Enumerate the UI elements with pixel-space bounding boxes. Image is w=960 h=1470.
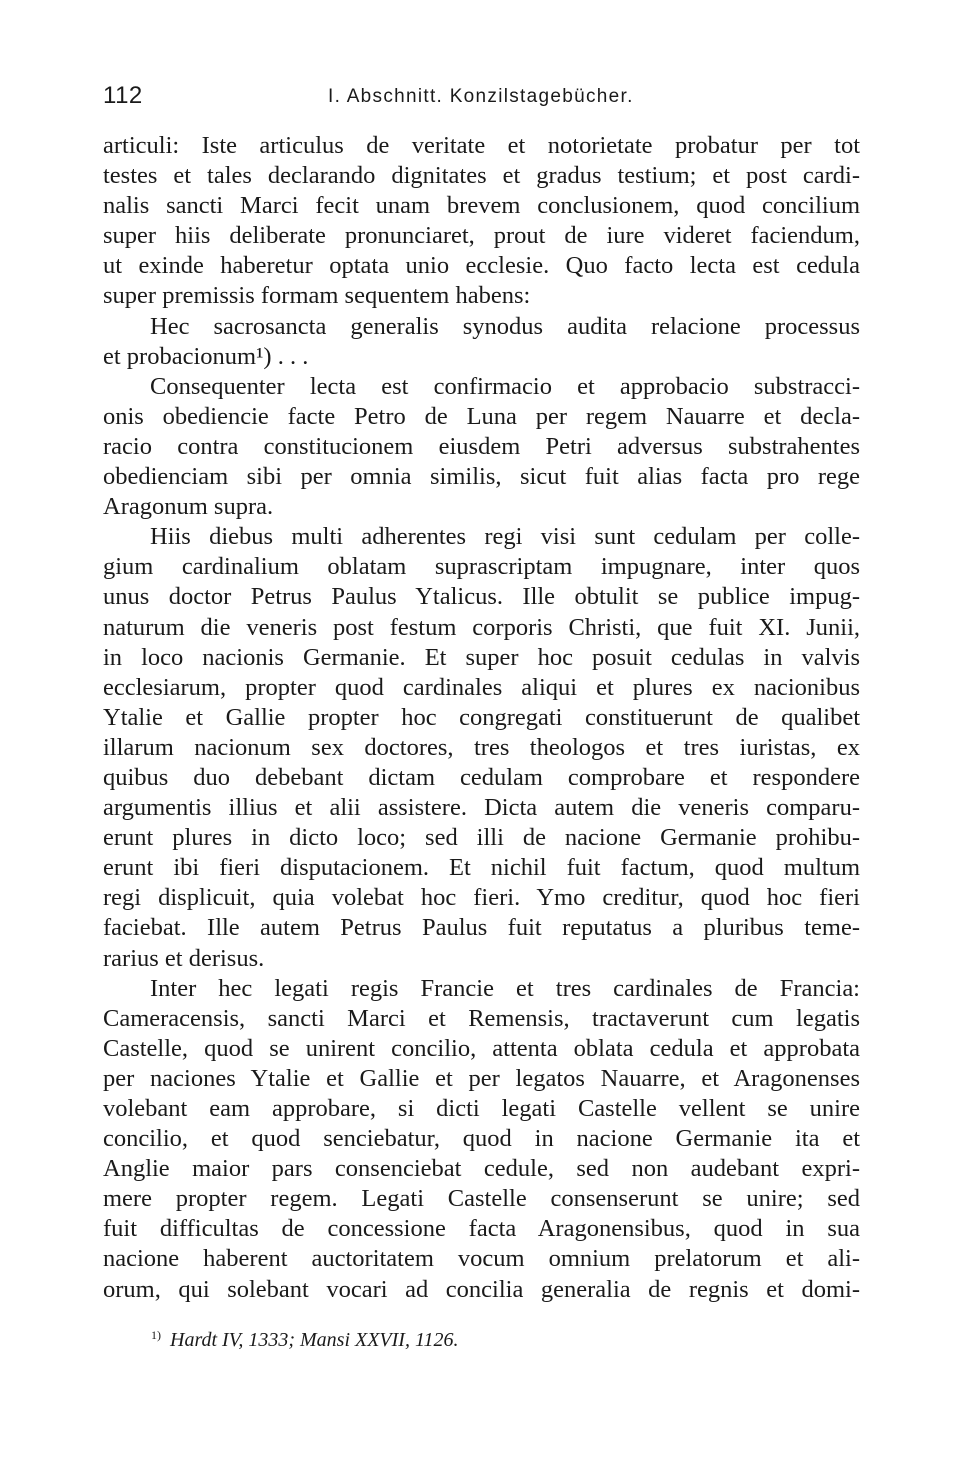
footnote <box>151 1328 459 1352</box>
text-line: in loco nacionis Germanie. Et super hoc posuit cedulas in valvis <box>103 643 860 671</box>
text-line: onis obediencie facte Petro de Luna per regem Nauarre et decla- <box>103 402 860 430</box>
text-line: regi displicuit, quia volebat hoc fieri. Ymo creditur, quod hoc fieri <box>103 884 860 912</box>
text-line: articuli: Iste articulus de veritate et notorietate probatur per tot <box>103 132 860 159</box>
text-line: concilio, et quod senciebatur, quod in nacione Germanie ita et <box>103 1125 860 1153</box>
text-line: et probacionum¹) . . . <box>103 342 309 370</box>
text-line: Castelle, quod se unirent concilio, attenta oblata cedula et approbata <box>103 1034 860 1062</box>
text-line: super premissis formam sequentem habens: <box>103 282 531 310</box>
text-line: super hiis deliberate pronunciaret, prout de iure videret faciendum, <box>103 222 860 250</box>
text-line: Consequenter lecta est confirmacio et approbacio substracci- <box>150 372 860 400</box>
text-line: rarius et derisus. <box>103 944 265 972</box>
text-line: argumentis illius et alii assistere. Dicta autem die veneris comparu- <box>103 794 860 822</box>
running-head <box>103 82 860 116</box>
text-line: Aragonum supra. <box>103 493 274 521</box>
text-line: Ytalie et Gallie propter hoc congregati constituerunt de qualibet <box>103 703 860 731</box>
text-line: gium cardinalium oblatam suprascriptam impugnare, inter quos <box>103 553 860 581</box>
text-line: unus doctor Petrus Paulus Ytalicus. Ille obtulit se publice impug- <box>103 583 860 611</box>
text-line: Cameracensis, sancti Marci et Remensis, tractaverunt cum legatis <box>103 1004 860 1032</box>
text-line: ecclesiarum, propter quod cardinales aliqui et plures ex nacionibus <box>103 673 860 701</box>
text-line: Hec sacrosancta generalis synodus audita relacione processus <box>150 312 860 340</box>
section-title: I. Abschnitt. Konzilstagebücher. <box>328 86 634 107</box>
text-line: Anglie maior pars consenciebat cedule, sed non audebant expri- <box>103 1155 860 1183</box>
text-line: Inter hec legati regis Francie et tres cardinales de Francia: <box>150 974 860 1002</box>
text-line: racio contra constitucionem eiusdem Petri adversus substrahentes <box>103 432 860 460</box>
text-line: fuit difficultas de concessione facta Aragonensibus, quod in sua <box>103 1215 860 1243</box>
text-line: illarum nacionum sex doctores, tres theologos et tres iuristas, ex <box>103 733 860 761</box>
footnote-marker: 1) <box>151 1328 161 1342</box>
text-line: volebant eam approbare, si dicti legati Castelle vellent se unire <box>103 1095 860 1122</box>
body-text <box>103 131 860 1305</box>
text-line: testes et tales declarando dignitates et gradus testium; et post cardi- <box>103 162 860 190</box>
text-line: Hiis diebus multi adherentes regi visi sunt cedulam per colle- <box>150 523 860 551</box>
text-line: mere propter regem. Legati Castelle consenserunt se unire; sed <box>103 1185 860 1213</box>
text-line: erunt plures in dicto loco; sed illi de nacione Germanie prohibu- <box>103 824 860 852</box>
text-line: erunt ibi fieri disputacionem. Et nichil fuit factum, quod multum <box>103 854 860 882</box>
text-line: nalis sancti Marci fecit unam brevem conclusionem, quod concilium <box>103 192 860 220</box>
text-line: per naciones Ytalie et Gallie et per legatos Nauarre, et Aragonenses <box>103 1064 860 1092</box>
text-line: ut exinde haberetur optata unio ecclesie. Quo facto lecta est cedula <box>103 252 860 280</box>
text-line: quibus duo debebant dictam cedulam comprobare et respondere <box>103 763 860 791</box>
page-number: 112 <box>103 82 143 109</box>
text-line: faciebat. Ille autem Petrus Paulus fuit reputatus a pluribus teme- <box>103 914 860 942</box>
text-line: orum, qui solebant vocari ad concilia generalia de regnis et domi- <box>103 1275 860 1303</box>
footnote-text: Hardt IV, 1333; Mansi XXVII, 1126. <box>170 1329 459 1351</box>
text-line: obedienciam sibi per omnia similis, sicut fuit alias facta pro rege <box>103 463 860 491</box>
text-line: nacione haberent auctoritatem vocum omnium prelatorum et ali- <box>103 1245 860 1273</box>
text-line: naturum die veneris post festum corporis Christi, que fuit XI. Junii, <box>103 613 860 641</box>
